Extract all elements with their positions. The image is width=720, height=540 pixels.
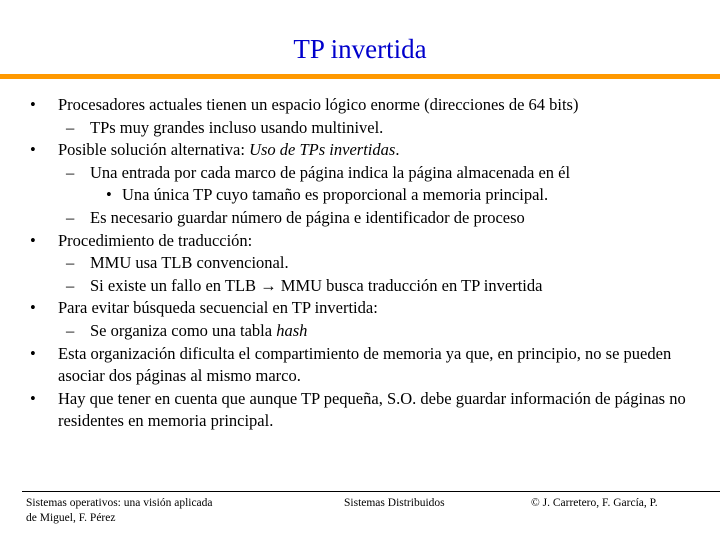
bullet-4 bbox=[30, 297, 700, 320]
sub-bullet-marker: – bbox=[66, 320, 75, 340]
sub-bullet-text: Es necesario guardar número de página e identificador de proceso bbox=[90, 207, 525, 227]
bullet-marker: • bbox=[30, 140, 36, 160]
bullet-2 bbox=[30, 139, 700, 162]
footer-book-title: Sistemas operativos: una visión aplicada bbox=[26, 497, 213, 509]
bullet-text-pre: Posible solución alternativa: bbox=[58, 140, 250, 160]
bullet-text-post: . bbox=[395, 140, 400, 160]
bullet-marker: • bbox=[30, 343, 36, 363]
sub-bullet-text-emphasis: hash bbox=[276, 320, 308, 340]
sub-bullet-marker: – bbox=[66, 162, 75, 182]
bullet-text: Procesadores actuales tienen un espacio lógico enorme (direcciones de 64 bits) bbox=[58, 95, 579, 114]
bullet-marker: • bbox=[30, 388, 36, 408]
footer-left bbox=[26, 496, 246, 526]
bullet-3 bbox=[30, 230, 700, 253]
sub-bullet-text: MMU usa TLB convencional. bbox=[90, 253, 289, 273]
bullet-text: Procedimiento de traducción: bbox=[58, 230, 253, 250]
sub-bullet-2-1 bbox=[30, 162, 700, 185]
bullet-text: Hay que tener en cuenta que aunque TP pequeña, S.O. debe guardar información de páginas no residentes en memoria principal. bbox=[58, 388, 686, 431]
bullet-5 bbox=[30, 343, 700, 388]
bullet-marker: • bbox=[30, 230, 36, 250]
slide-title: TP invertida bbox=[293, 34, 427, 64]
sub-bullet-marker: – bbox=[66, 275, 75, 295]
sub-bullet-3-2 bbox=[30, 275, 700, 298]
footer-course: Sistemas Distribuidos bbox=[344, 497, 445, 509]
sub-bullet-marker: – bbox=[66, 207, 75, 227]
sub-sub-bullet-marker: • bbox=[106, 185, 112, 205]
sub-bullet-text: TPs muy grandes incluso usando multinivel. bbox=[90, 117, 384, 137]
footer-book-authors: de Miguel, F. Pérez bbox=[26, 512, 116, 524]
sub-bullet-text: Si existe un fallo en TLB → MMU busca traducción en TP invertida bbox=[90, 275, 543, 295]
sub-sub-bullet-2-1-1 bbox=[30, 184, 700, 207]
bullet-text: Esta organización dificulta el compartimiento de memoria ya que, en principio, no se pueden asociar dos páginas al mismo marco. bbox=[58, 343, 672, 386]
sub-bullet-text: Una entrada por cada marco de página indica la página almacenada en él bbox=[90, 162, 571, 182]
sub-sub-bullet-text: Una única TP cuyo tamaño es proporcional a memoria principal. bbox=[122, 185, 549, 205]
sub-bullet-text-pre: Se organiza como una tabla bbox=[90, 320, 277, 340]
slide-content bbox=[30, 94, 700, 433]
bullet-6 bbox=[30, 388, 700, 433]
sub-bullet-1-1 bbox=[30, 117, 700, 140]
sub-bullet-marker: – bbox=[66, 117, 75, 137]
sub-bullet-4-1 bbox=[30, 320, 700, 343]
bullet-1 bbox=[30, 94, 700, 117]
bullet-marker: • bbox=[30, 298, 36, 318]
bullet-text-emphasis: Uso de TPs invertidas bbox=[249, 140, 396, 160]
bullet-marker: • bbox=[30, 95, 36, 114]
footer-divider bbox=[22, 491, 720, 492]
sub-bullet-2-2 bbox=[30, 207, 700, 230]
sub-bullet-3-1 bbox=[30, 252, 700, 275]
title-divider bbox=[0, 74, 720, 79]
bullet-text: Para evitar búsqueda secuencial en TP invertida: bbox=[58, 298, 378, 318]
sub-bullet-marker: – bbox=[66, 253, 75, 273]
footer-copyright: © J. Carretero, F. García, P. bbox=[531, 497, 658, 509]
